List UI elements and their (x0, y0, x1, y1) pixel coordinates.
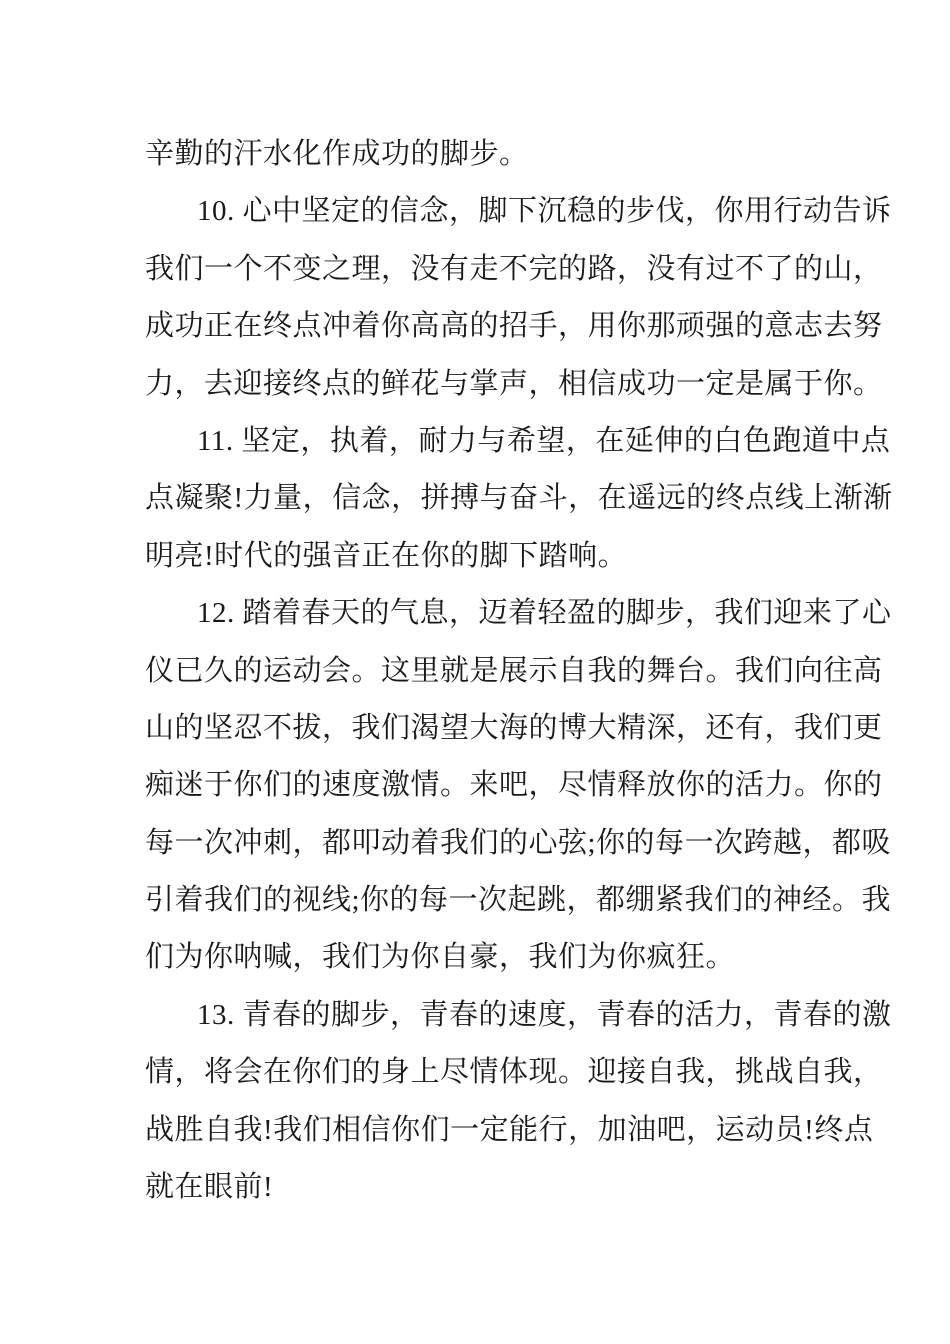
text-line: 13. 青春的脚步，青春的速度，青春的活力，青春的激 (197, 998, 892, 1031)
text-line: 我们一个不变之理，没有走不完的路，没有过不了的山， (145, 252, 883, 285)
text-line: 力，去迎接终点的鲜花与掌声，相信成功一定是属于你。 (145, 367, 883, 400)
text-line: 12. 踏着春天的气息，迈着轻盈的脚步，我们迎来了心 (197, 597, 892, 630)
text-line: 引着我们的视线;你的每一次起跳，都绷紧我们的神经。我 (145, 884, 892, 917)
text-line: 战胜自我!我们相信你们一定能行，加油吧，运动员!终点 (145, 1113, 874, 1146)
text-line: 痴迷于你们的速度激情。来吧，尽情释放你的活力。你的 (145, 769, 883, 802)
text-line: 辛勤的汗水化作成功的脚步。 (145, 138, 529, 170)
text-line: 就在眼前! (145, 1171, 274, 1204)
text-line: 10. 心中坚定的信念，脚下沉稳的步伐，你用行动告诉 (197, 195, 892, 228)
text-line: 11. 坚定，执着，耐力与希望，在延伸的白色跑道中点 (197, 424, 891, 457)
text-block (145, 126, 893, 1216)
text-line: 们为你呐喊，我们为你自豪，我们为你疯狂。 (145, 941, 736, 974)
text-line: 山的坚忍不拔，我们渴望大海的博大精深，还有，我们更 (145, 711, 883, 744)
text-line: 点凝聚!力量，信念，拼搏与奋斗，在遥远的终点线上渐渐 (145, 482, 893, 515)
text-line: 每一次冲刺，都叩动着我们的心弦;你的每一次跨越，都吸 (145, 826, 892, 859)
text-line: 成功正在终点冲着你高高的招手，用你那顽强的意志去努 (145, 310, 883, 343)
text-line: 仪已久的运动会。这里就是展示自我的舞台。我们向往高 (145, 654, 883, 687)
text-line: 明亮!时代的强音正在你的脚下踏响。 (145, 539, 628, 572)
text-line: 情，将会在你们的身上尽情体现。迎接自我，挑战自我， (145, 1056, 883, 1089)
